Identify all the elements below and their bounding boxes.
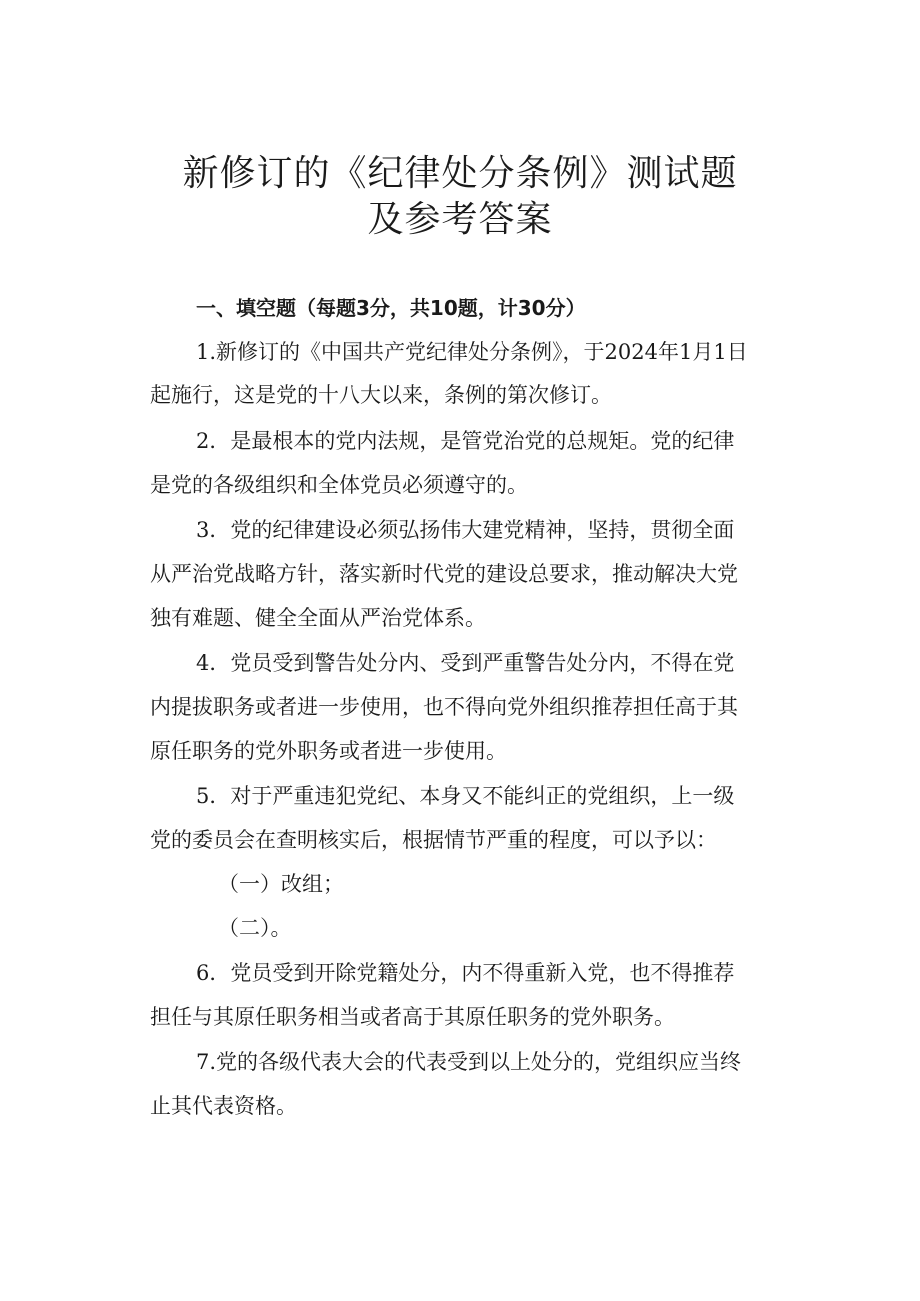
question-2-line-1: 2．是最根本的党内法规，是管党治党的总规矩。党的纪律 bbox=[196, 429, 735, 453]
question-4-line-3: 原任职务的党外职务或者进一步使用。 bbox=[150, 739, 507, 763]
question-3-line-2: 从严治党战略方针，落实新时代党的建设总要求，推动解决大党 bbox=[150, 562, 738, 586]
document-title-line2: 及参考答案 bbox=[367, 199, 553, 240]
question-2-line-2: 是党的各级组织和全体党员必须遵守的。 bbox=[150, 473, 528, 497]
question-1-line-2: 起施行，这是党的十八大以来，条例的第次修订。 bbox=[150, 383, 612, 407]
question-3-line-3: 独有难题、健全全面从严治党体系。 bbox=[150, 606, 486, 630]
question-5-item-1: （一）改组； bbox=[218, 872, 344, 896]
document-title-line1: 新修订的《纪律处分条例》测试题 bbox=[182, 153, 738, 194]
question-1-line-1: 1.新修订的《中国共产党纪律处分条例》，于2024年1月1日 bbox=[196, 340, 748, 364]
question-5-line-2: 党的委员会在查明核实后，根据情节严重的程度，可以予以： bbox=[150, 828, 717, 852]
question-7-line-2: 止其代表资格。 bbox=[150, 1094, 297, 1118]
question-6-line-2: 担任与其原任职务相当或者高于其原任职务的党外职务。 bbox=[150, 1005, 675, 1029]
question-4-line-2: 内提拔职务或者进一步使用，也不得向党外组织推荐担任高于其 bbox=[150, 695, 738, 719]
question-5-line-1: 5．对于严重违犯党纪、本身又不能纠正的党组织，上一级 bbox=[196, 784, 735, 808]
question-7-line-1: 7.党的各级代表大会的代表受到以上处分的，党组织应当终 bbox=[196, 1050, 742, 1074]
question-3-line-1: 3．党的纪律建设必须弘扬伟大建党精神，坚持，贯彻全面 bbox=[196, 518, 735, 542]
question-6-line-1: 6．党员受到开除党籍处分，内不得重新入党，也不得推荐 bbox=[196, 961, 735, 985]
section-heading: 一、填空题（每题3分，共10题，计30分） bbox=[196, 296, 586, 320]
question-4-line-1: 4．党员受到警告处分内、受到严重警告处分内，不得在党 bbox=[196, 651, 735, 675]
question-5-item-2: （二）。 bbox=[218, 916, 292, 940]
